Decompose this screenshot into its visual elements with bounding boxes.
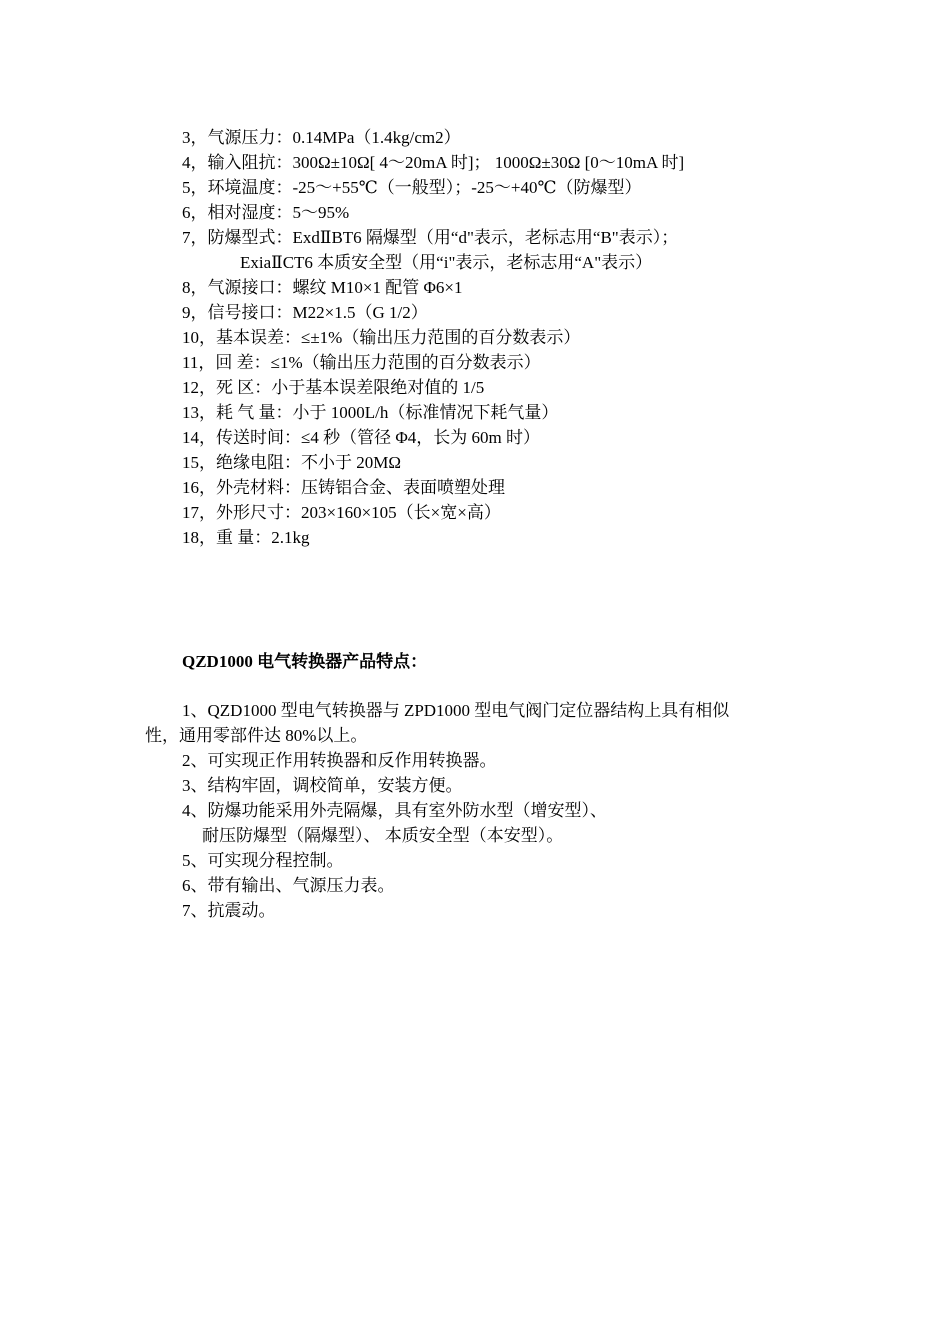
spec-line: 15，绝缘电阻：不小于 20MΩ [182, 453, 401, 472]
feature-line: 1、QZD1000 型电气转换器与 ZPD1000 型电气阀门定位器结构上具有相似 [182, 701, 730, 720]
feature-line-continuation: 耐压防爆型（隔爆型）、 本质安全型（本安型）。 [202, 826, 564, 845]
spec-line: 5，环境温度：-25～+55℃（一般型）；-25～+40℃（防爆型） [182, 178, 642, 197]
spec-line: 8，气源接口：螺纹 M10×1 配管 Φ6×1 [182, 278, 463, 297]
spec-line: 6，相对湿度：5～95% [182, 203, 350, 222]
feature-line: 2、可实现正作用转换器和反作用转换器。 [182, 751, 497, 770]
feature-line: 3、结构牢固，调校简单，安装方便。 [182, 776, 463, 795]
spec-line: 4，输入阻抗：300Ω±10Ω[ 4～20mA 时]； 1000Ω±30Ω [0～10mA 时] [182, 153, 685, 172]
spec-line: 10，基本误差：≤±1%（输出压力范围的百分数表示） [182, 328, 581, 347]
spec-line: 13，耗 气 量：小于 1000L/h（标准情况下耗气量） [182, 403, 559, 422]
spec-line: 17，外形尺寸：203×160×105（长×宽×高） [182, 503, 501, 522]
feature-line-continuation: 性，通用零部件达 80%以上。 [145, 726, 368, 745]
spec-line-continuation: ExiaⅡCT6 本质安全型（用“i"表示，老标志用“A"表示） [240, 253, 653, 272]
spec-line: 16，外壳材料：压铸铝合金、表面喷塑处理 [182, 478, 505, 497]
spec-line: 3，气源压力：0.14MPa（1.4kg/cm2） [182, 128, 461, 147]
spec-line: 11，回 差：≤1%（输出压力范围的百分数表示） [182, 353, 541, 372]
feature-line: 7、抗震动。 [182, 901, 276, 920]
feature-line: 5、可实现分程控制。 [182, 851, 344, 870]
features-heading: QZD1000 电气转换器产品特点： [182, 652, 428, 671]
spec-line: 14，传送时间：≤4 秒（管径 Φ4，长为 60m 时） [182, 428, 540, 447]
spec-line: 12，死 区：小于基本误差限绝对值的 1/5 [182, 378, 485, 397]
spec-line: 18，重 量：2.1kg [182, 528, 310, 547]
feature-line: 6、带有输出、气源压力表。 [182, 876, 395, 895]
spec-line: 9，信号接口：M22×1.5（G 1/2） [182, 303, 428, 322]
feature-line: 4、防爆功能采用外壳隔爆，具有室外防水型（增安型）、 [182, 801, 607, 820]
spec-line: 7，防爆型式：ExdⅡBT6 隔爆型（用“d"表示，老标志用“B"表示）； [182, 228, 679, 247]
